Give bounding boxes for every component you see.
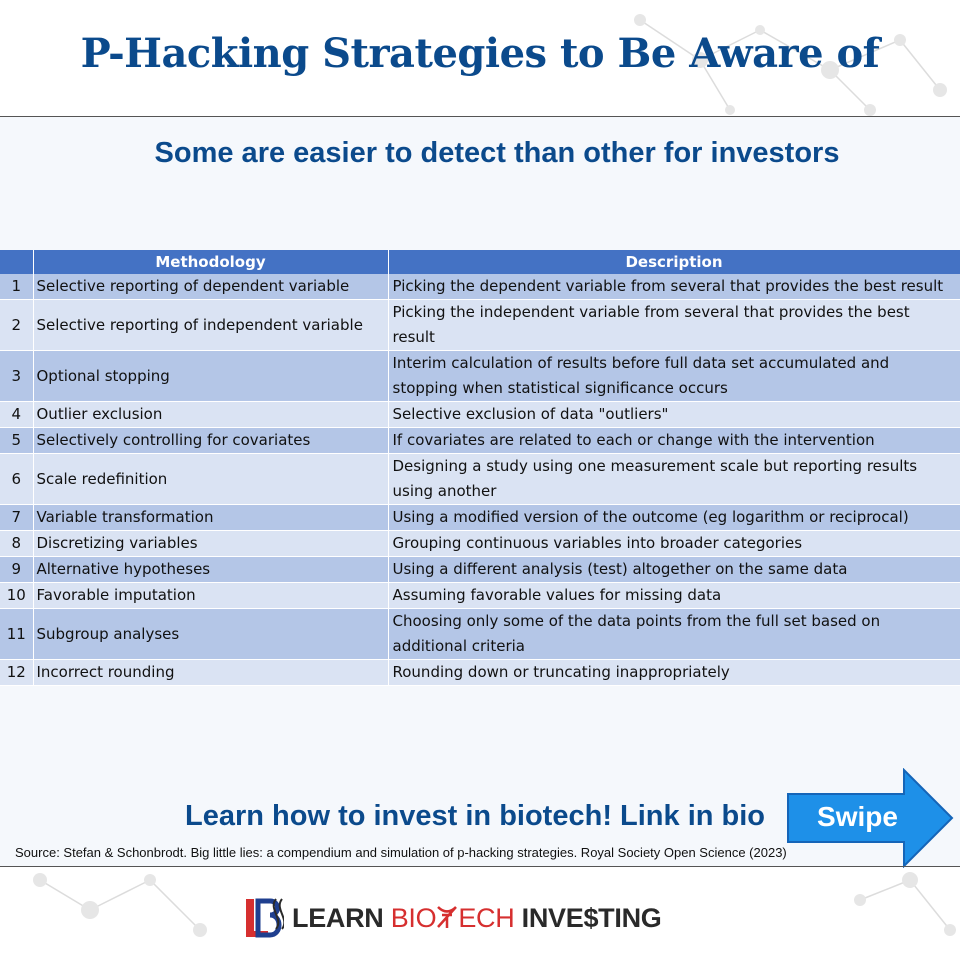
table-row (0, 351, 960, 402)
row-description: Grouping continuous variables into broader categories (388, 531, 960, 557)
row-methodology: Incorrect rounding (33, 660, 388, 686)
row-number: 7 (0, 505, 33, 531)
table-row (0, 557, 960, 583)
row-methodology: Scale redefinition (33, 454, 388, 505)
table-row (0, 505, 960, 531)
row-number: 2 (0, 300, 33, 351)
row-number: 12 (0, 660, 33, 686)
row-description: Using a different analysis (test) altogether on the same data (388, 557, 960, 583)
row-methodology: Selectively controlling for covariates (33, 428, 388, 454)
table-row (0, 428, 960, 454)
row-methodology: Favorable imputation (33, 583, 388, 609)
p-hacking-table (0, 250, 960, 686)
table-row (0, 274, 960, 300)
row-number: 1 (0, 274, 33, 300)
table-row (0, 300, 960, 351)
row-number: 6 (0, 454, 33, 505)
header-number (0, 250, 33, 274)
row-methodology: Optional stopping (33, 351, 388, 402)
header-methodology: Methodology (33, 250, 388, 274)
call-to-action: Learn how to invest in biotech! Link in bio (185, 800, 766, 832)
row-number: 8 (0, 531, 33, 557)
row-methodology: Selective reporting of independent variable (33, 300, 388, 351)
row-methodology: Discretizing variables (33, 531, 388, 557)
row-methodology: Alternative hypotheses (33, 557, 388, 583)
row-number: 5 (0, 428, 33, 454)
row-description: Assuming favorable values for missing data (388, 583, 960, 609)
row-methodology: Selective reporting of dependent variable (33, 274, 388, 300)
table-row (0, 402, 960, 428)
source-citation: Source: Stefan & Schonbrodt. Big little lies: a compendium and simulation of p-hacking strategies. Royal Society Open Science (2023) (15, 845, 787, 860)
table-row (0, 609, 960, 660)
table-row (0, 531, 960, 557)
dna-t-icon (436, 905, 458, 929)
table-header-row (0, 250, 960, 274)
footer-divider (0, 866, 960, 867)
row-number: 11 (0, 609, 33, 660)
header-description: Description (388, 250, 960, 274)
row-description: Choosing only some of the data points from the full set based on additional criteria (388, 609, 960, 660)
row-methodology: Subgroup analyses (33, 609, 388, 660)
row-description: Picking the dependent variable from several that provides the best result (388, 274, 960, 300)
row-methodology: Variable transformation (33, 505, 388, 531)
brand-logo (240, 895, 661, 941)
brand-part-ech: ECH (458, 902, 515, 933)
row-number: 9 (0, 557, 33, 583)
lb-dna-logo-icon (240, 895, 284, 941)
row-description: Interim calculation of results before full data set accumulated and stopping when statistical significance occurs (388, 351, 960, 402)
row-description: Using a modified version of the outcome (eg logarithm or reciprocal) (388, 505, 960, 531)
page-subtitle: Some are easier to detect than other for investors (154, 137, 840, 169)
table-row (0, 454, 960, 505)
swipe-label: Swipe (817, 801, 898, 832)
table-row (0, 660, 960, 686)
row-description: Picking the independent variable from several that provides the best result (388, 300, 960, 351)
brand-part-learn: LEARN (292, 902, 391, 933)
page-title: P-Hacking Strategies to Be Aware of (80, 30, 880, 77)
row-description: Designing a study using one measurement scale but reporting results using another (388, 454, 960, 505)
row-description: Rounding down or truncating inappropriately (388, 660, 960, 686)
row-number: 4 (0, 402, 33, 428)
row-methodology: Outlier exclusion (33, 402, 388, 428)
table-row (0, 583, 960, 609)
row-description: If covariates are related to each or change with the intervention (388, 428, 960, 454)
brand-part-investing: INVE$TING (514, 902, 662, 933)
row-description: Selective exclusion of data "outliers" (388, 402, 960, 428)
row-number: 3 (0, 351, 33, 402)
row-number: 10 (0, 583, 33, 609)
swipe-button[interactable] (786, 768, 954, 868)
brand-wordmark (292, 903, 661, 934)
brand-part-bio: BIO (390, 902, 437, 933)
